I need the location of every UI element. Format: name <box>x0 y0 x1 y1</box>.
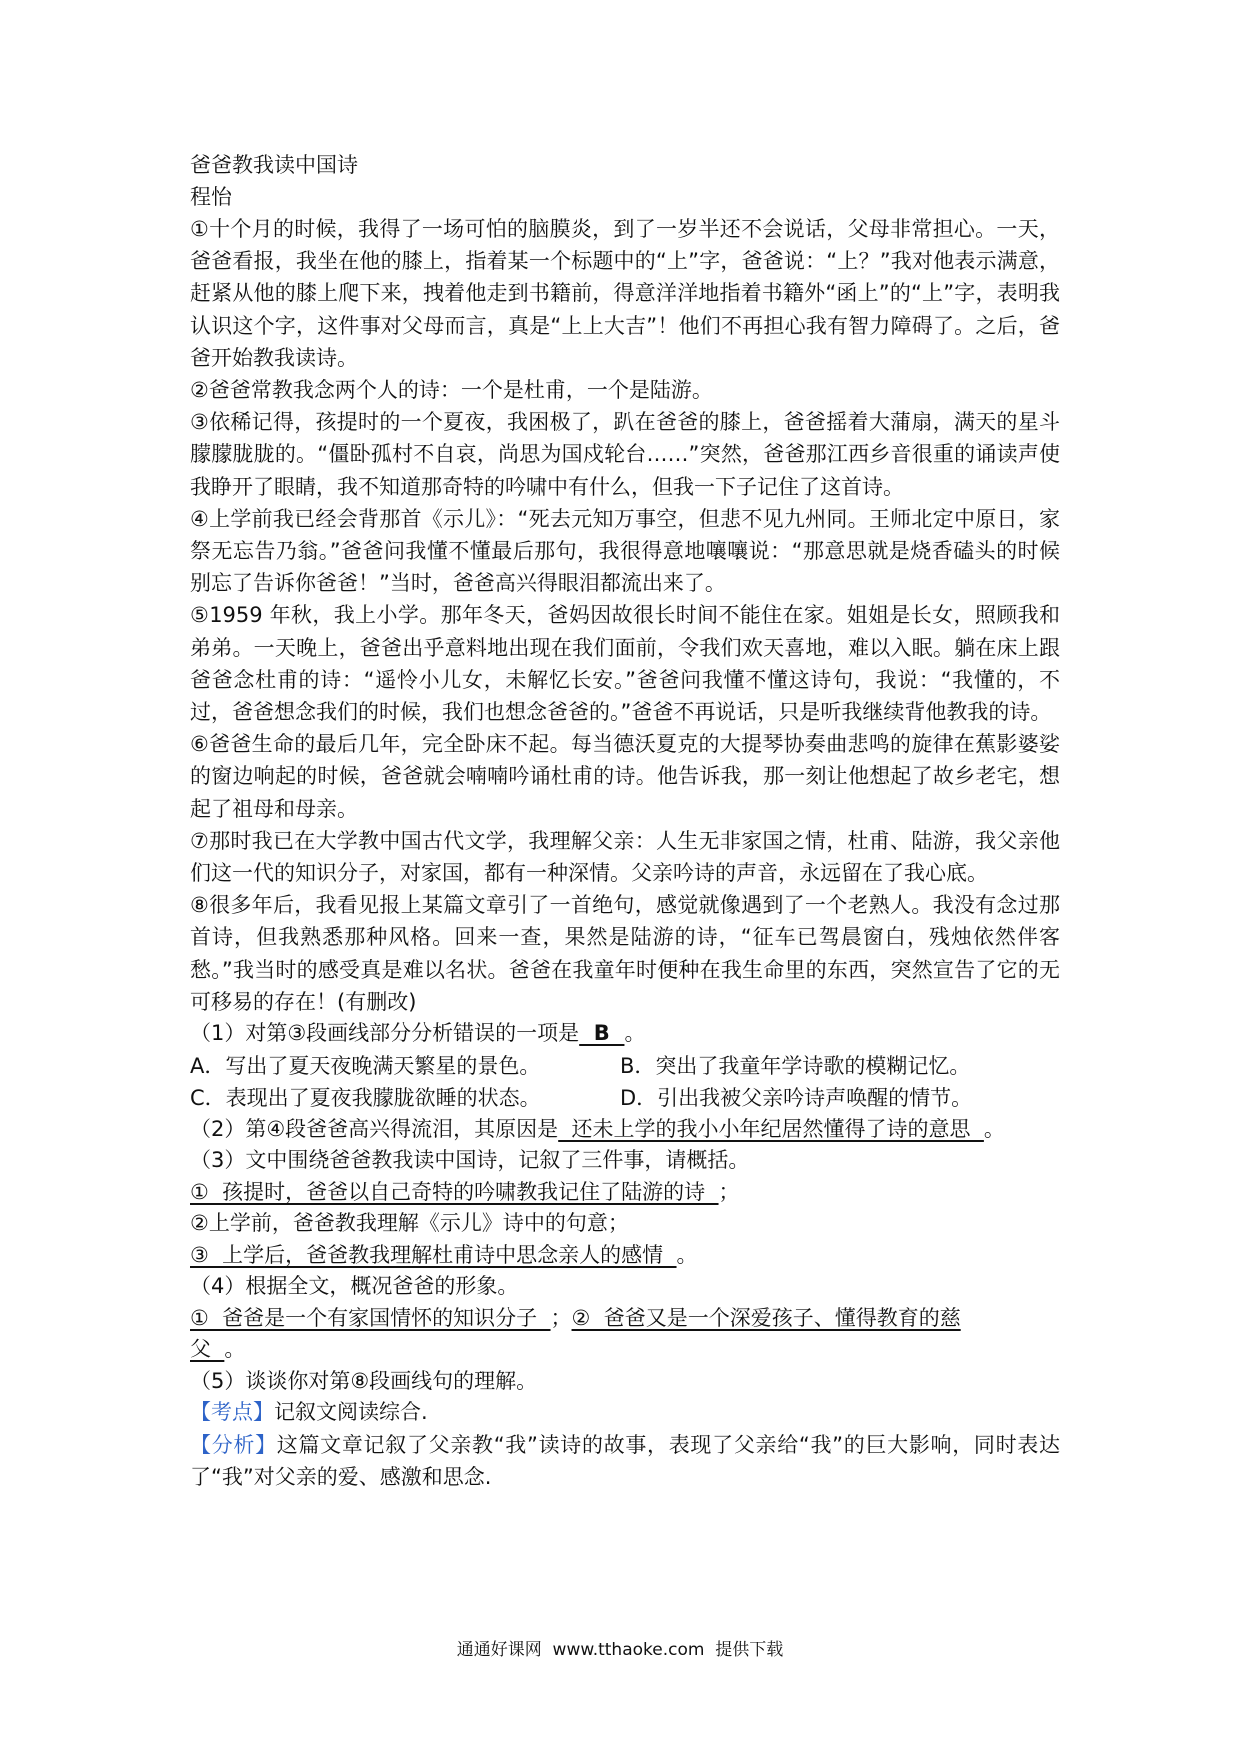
article-title: 爸爸教我读中国诗 <box>190 153 358 177</box>
paragraph-5: ⑤1959 年秋，我上小学。那年冬天，爸妈因故很长时间不能住在家。姐姐是长女，照顾我和弟弟。一天晚上，爸爸出乎意料地出现在我们面前，令我们欢天喜地，难以入眠。躺在床上跟爸爸念杜甫的诗：“遥怜小儿女，未解忆长安。”爸爸问我懂不懂这诗句，我说：“我懂的，不过，爸爸想念我们的时候，我们也想念爸爸的。”爸爸不再说话，只是听我继续背他教我的诗。 <box>190 603 1060 725</box>
question-2-answer: 还未上学的我小小年纪居然懂得了诗的意思 <box>558 1116 984 1141</box>
paragraph-1: ①十个月的时候，我得了一场可怕的脑膜炎，到了一岁半还不会说话，父母非常担心。一天，爸爸看报，我坐在他的膝上，指着某一个标题中的“上”字，爸爸说：“上？”我对他表示满意，赶紧从他的膝上爬下来，拽着他走到书籍前，得意洋洋地指着书籍外“函上”的“上”字，表明我认识这个字，这件事对父母而言，真是“上上大吉”！他们不再担心我有智力障碍了。之后，爸爸开始教我读诗。 <box>190 217 1060 370</box>
fenxi-tag: 【分析】 <box>190 1432 277 1457</box>
question-4: （4）根据全文，概况爸爸的形象。 <box>190 1274 519 1299</box>
option-a: A．写出了夏天夜晚满天繁星的景色。 <box>190 1053 541 1078</box>
question-3-answer-3: ③ 上学后，爸爸教我理解杜甫诗中思念亲人的感情 。 <box>190 1242 698 1267</box>
paragraph-6: ⑥爸爸生命的最后几年，完全卧床不起。每当德沃夏克的大提琴协奏曲悲鸣的旋律在蕉影婆娑的窗边响起的时候，爸爸就会喃喃吟诵杜甫的诗。他告诉我，那一刻让他想起了故乡老宅，想起了祖母和母亲。 <box>190 732 1060 821</box>
page-footer: 通通好课网 www.tthaoke.com 提供下载 <box>456 1640 784 1660</box>
question-3: （3）文中围绕爸爸教我读中国诗，记叙了三件事，请概括。 <box>190 1148 750 1173</box>
kaodian-tag: 【考点】 <box>190 1400 274 1425</box>
question-1-options-row-1 <box>190 1050 1060 1082</box>
document-body <box>190 150 1060 1493</box>
option-c: C．表现出了夏夜我朦胧欲睡的状态。 <box>190 1085 541 1110</box>
paragraph-4: ④上学前我已经会背那首《示儿》：“死去元知万事空，但悲不见九州同。王师北定中原日，家祭无忘告乃翁。”爸爸问我懂不懂最后那句，我很得意地嚷嚷说：“那意思就是烧香磕头的时候别忘了告诉你爸爸！”当时，爸爸高兴得眼泪都流出来了。 <box>190 506 1060 596</box>
paragraph-2: ②爸爸常教我念两个人的诗：一个是杜甫，一个是陆游。 <box>190 378 713 403</box>
question-1-answer: B <box>579 1021 625 1046</box>
question-4-answer-line-2: 父 。 <box>190 1337 246 1362</box>
paragraph-3: ③依稀记得，孩提时的一个夏夜，我困极了，趴在爸爸的膝上，爸爸摇着大蒲扇，满天的星斗朦朦胧胧的。“僵卧孤村不自哀，尚思为国戍轮台……”突然，爸爸那江西乡音很重的诵读声使我睁开了眼睛，我不知道那奇特的吟啸中有什么，但我一下子记住了这首诗。 <box>190 410 1060 499</box>
paragraph-8: ⑧很多年后，我看见报上某篇文章引了一首绝句，感觉就像遇到了一个老熟人。我没有念过那首诗，但我熟悉那种风格。回来一查，果然是陆游的诗，“征车已驾晨窗白，残烛依然伴客愁。”我当时的感受真是难以名状。爸爸在我童年时便种在我生命里的东西，突然宣告了它的无可移易的存在！(有删改) <box>190 893 1060 1014</box>
kaodian: 【考点】记叙文阅读综合. <box>190 1400 428 1425</box>
option-b: B．突出了我童年学诗歌的模糊记忆。 <box>620 1053 971 1078</box>
question-1: （1）对第③段画线部分分析错误的一项是 B 。 <box>190 1018 1060 1050</box>
paragraph-7: ⑦那时我已在大学教中国古代文学，我理解父亲：人生无非家国之情，杜甫、陆游，我父亲他们这一代的知识分子，对家国，都有一种深情。父亲吟诗的声音，永远留在了我心底。 <box>190 828 1060 886</box>
article-author: 程怡 <box>190 184 232 209</box>
question-5: （5）谈谈你对第⑧段画线句的理解。 <box>190 1368 538 1393</box>
fenxi: 【分析】这篇文章记叙了父亲教“我”读诗的故事，表现了父亲给“我”的巨大影响，同时表达了“我”对父亲的爱、感激和思念. <box>190 1432 1061 1489</box>
option-d: D．引出我被父亲吟诗声唤醒的情节。 <box>620 1085 973 1110</box>
question-4-answer-line-1: ① 爸爸是一个有家国情怀的知识分子 ；② 爸爸又是一个深爱孩子、懂得教育的慈 <box>190 1305 961 1330</box>
question-2: （2）第④段爸爸高兴得流泪，其原因是 还未上学的我小小年纪居然懂得了诗的意思 。 <box>190 1114 1060 1146</box>
question-3-answer-1: ① 孩提时，爸爸以自己奇特的吟啸教我记住了陆游的诗 ； <box>190 1179 740 1204</box>
question-1-options-row-2 <box>190 1082 1060 1114</box>
question-3-answer-2: ②上学前，爸爸教我理解《示儿》诗中的句意； <box>190 1211 629 1236</box>
